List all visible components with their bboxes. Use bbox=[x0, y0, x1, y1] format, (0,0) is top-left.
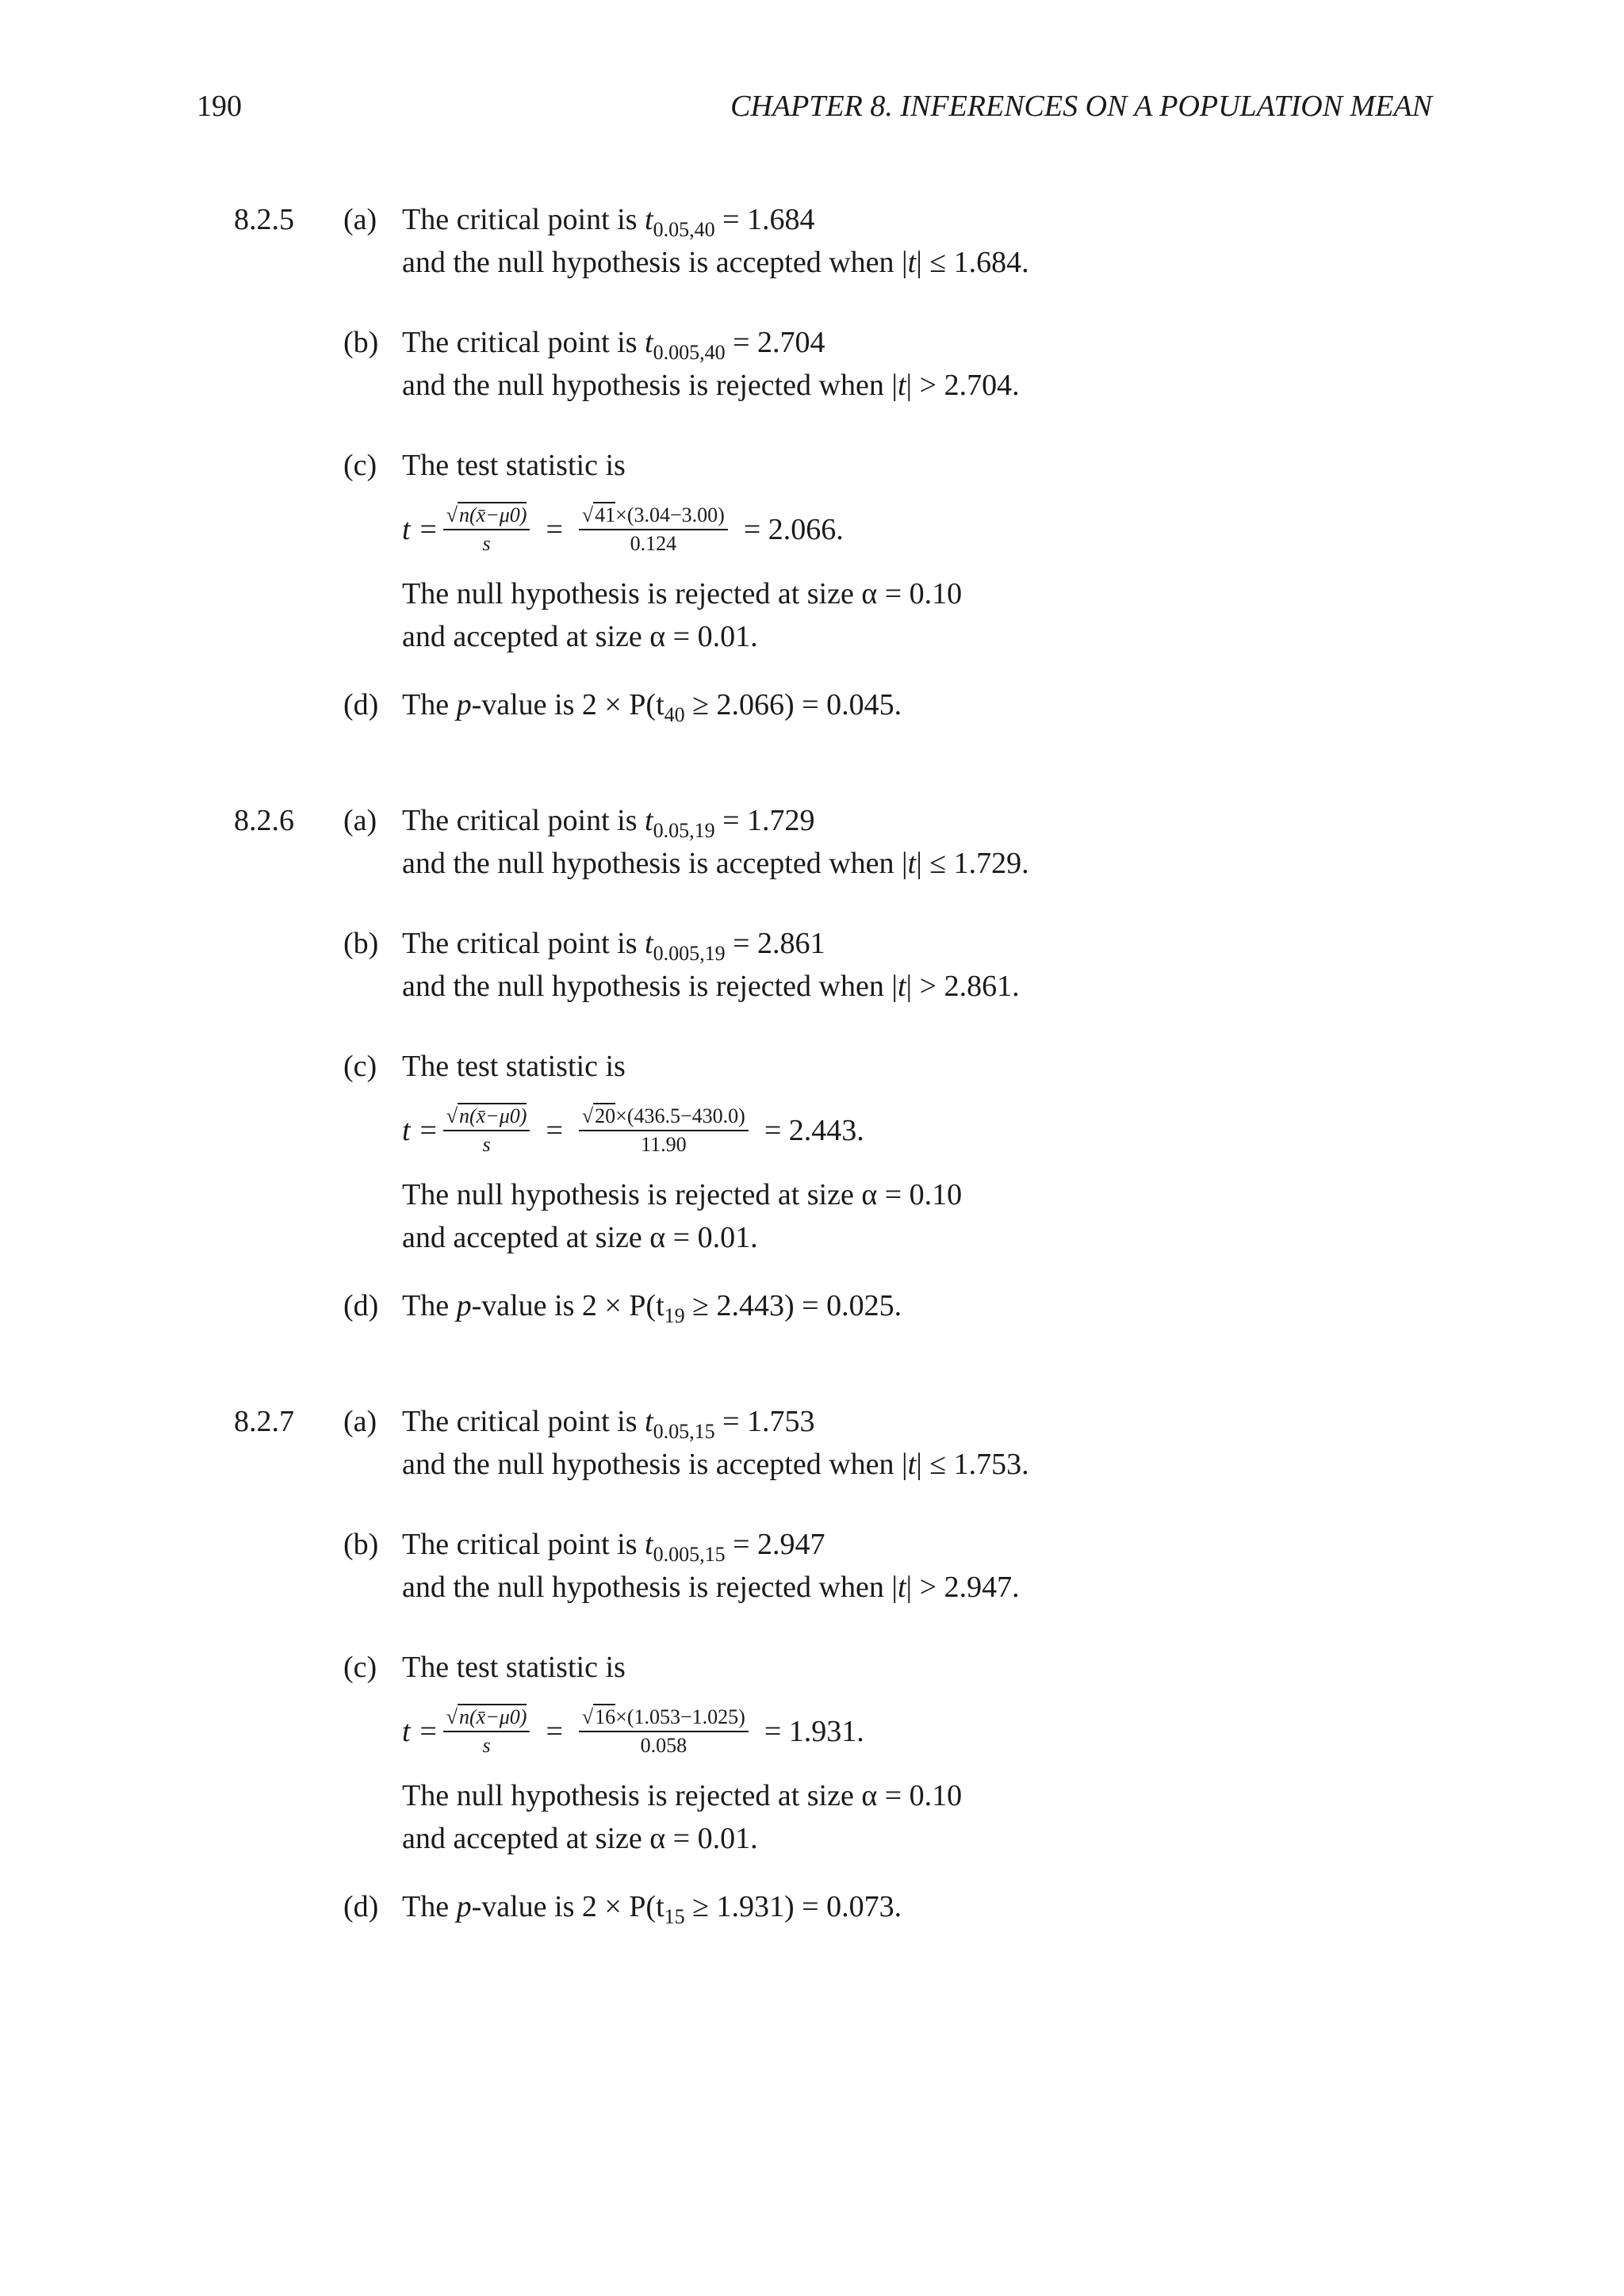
critical-point-line: The critical point is $t_{0.05,15} = 1.753$ bbox=[402, 1405, 815, 1443]
running-head: CHAPTER 8. INFERENCES ON A POPULATION MEAN bbox=[730, 90, 1432, 123]
part-label: (a) bbox=[343, 203, 377, 236]
acceptance-line: and accepted at size α = 0.01. bbox=[402, 620, 758, 653]
p-value-line: The p-value is $2 \times P(t_{40} \ge 2.066) = 0.045$. bbox=[402, 688, 902, 726]
critical-point-line: The critical point is $t_{0.005,15} = 2.947$ bbox=[402, 1528, 825, 1566]
critical-point-line: The critical point is $t_{0.005,40} = 2.704$ bbox=[402, 326, 825, 364]
test-statistic-intro: The test statistic is bbox=[402, 1651, 626, 1684]
part-label: (b) bbox=[343, 326, 379, 359]
part-label: (a) bbox=[343, 804, 377, 837]
part-label: (b) bbox=[343, 1528, 379, 1561]
test-statistic-formula: t = $\frac{√n(x̄-\mu 0)}{s}$ = $\frac{√20\times(436.5-430.0)}{11.90}$ = 2.443. bbox=[402, 1104, 864, 1156]
general-fraction: $\frac{√n(x̄-\mu 0)}{s}$ bbox=[443, 1705, 530, 1758]
decision-line: and the null hypothesis is accepted when |t| ≤ 1.684. bbox=[402, 246, 1029, 279]
rejection-line: The null hypothesis is rejected at size α = 0.10 bbox=[402, 1178, 963, 1211]
numeric-fraction: $\frac{√16\times(1.053-1.025)}{0.058}$ bbox=[579, 1705, 749, 1758]
critical-point-line: The critical point is $t_{0.005,19} = 2.861$ bbox=[402, 927, 825, 965]
page-number: 190 bbox=[197, 90, 242, 123]
part-label: (d) bbox=[343, 1289, 379, 1322]
p-value-line: The p-value is $2 \times P(t_{19} \ge 2.443) = 0.025$. bbox=[402, 1289, 902, 1327]
numeric-fraction: $\frac{√20\times(436.5-430.0)}{11.90}$ bbox=[579, 1104, 749, 1157]
page-header bbox=[197, 89, 1432, 128]
p-value-line: The p-value is $2 \times P(t_{15} \ge 1.931) = 0.073$. bbox=[402, 1890, 902, 1928]
test-statistic-formula: t = $\frac{√n(x̄-\mu 0)}{s}$ = $\frac{√16\times(1.053-1.025)}{0.058}$ = 1.931. bbox=[402, 1705, 864, 1757]
part-label: (c) bbox=[343, 1651, 377, 1684]
rejection-line: The null hypothesis is rejected at size α = 0.10 bbox=[402, 577, 963, 610]
acceptance-line: and accepted at size α = 0.01. bbox=[402, 1822, 758, 1855]
problem-number: 8.2.7 bbox=[234, 1405, 294, 1438]
decision-line: and the null hypothesis is rejected when |t| > 2.947. bbox=[402, 1571, 1020, 1604]
critical-point-line: The critical point is $t_{0.05,19} = 1.729$ bbox=[402, 804, 815, 842]
rejection-line: The null hypothesis is rejected at size α = 0.10 bbox=[402, 1779, 963, 1812]
critical-point-line: The critical point is $t_{0.05,40} = 1.684$ bbox=[402, 203, 815, 241]
general-fraction: $\frac{√n(x̄-\mu 0)}{s}$ bbox=[443, 1104, 530, 1157]
decision-line: and the null hypothesis is accepted when |t| ≤ 1.729. bbox=[402, 847, 1029, 880]
test-statistic-intro: The test statistic is bbox=[402, 449, 626, 482]
test-statistic-intro: The test statistic is bbox=[402, 1050, 626, 1083]
problem-number: 8.2.5 bbox=[234, 203, 294, 236]
problem-number: 8.2.6 bbox=[234, 804, 294, 837]
test-statistic-formula: t = $\frac{√n(x̄-\mu 0)}{s}$ = $\frac{√41\times(3.04-3.00)}{0.124}$ = 2.066. bbox=[402, 503, 844, 555]
part-label: (c) bbox=[343, 449, 377, 482]
acceptance-line: and accepted at size α = 0.01. bbox=[402, 1221, 758, 1254]
part-label: (d) bbox=[343, 688, 379, 721]
decision-line: and the null hypothesis is rejected when |t| > 2.704. bbox=[402, 369, 1020, 402]
part-label: (b) bbox=[343, 927, 379, 960]
decision-line: and the null hypothesis is accepted when |t| ≤ 1.753. bbox=[402, 1448, 1029, 1481]
part-label: (d) bbox=[343, 1890, 379, 1923]
part-label: (a) bbox=[343, 1405, 377, 1438]
numeric-fraction: $\frac{√41\times(3.04-3.00)}{0.124}$ bbox=[579, 503, 728, 556]
general-fraction: $\frac{√n(x̄-\mu 0)}{s}$ bbox=[443, 503, 530, 556]
part-label: (c) bbox=[343, 1050, 377, 1083]
decision-line: and the null hypothesis is rejected when |t| > 2.861. bbox=[402, 970, 1020, 1003]
